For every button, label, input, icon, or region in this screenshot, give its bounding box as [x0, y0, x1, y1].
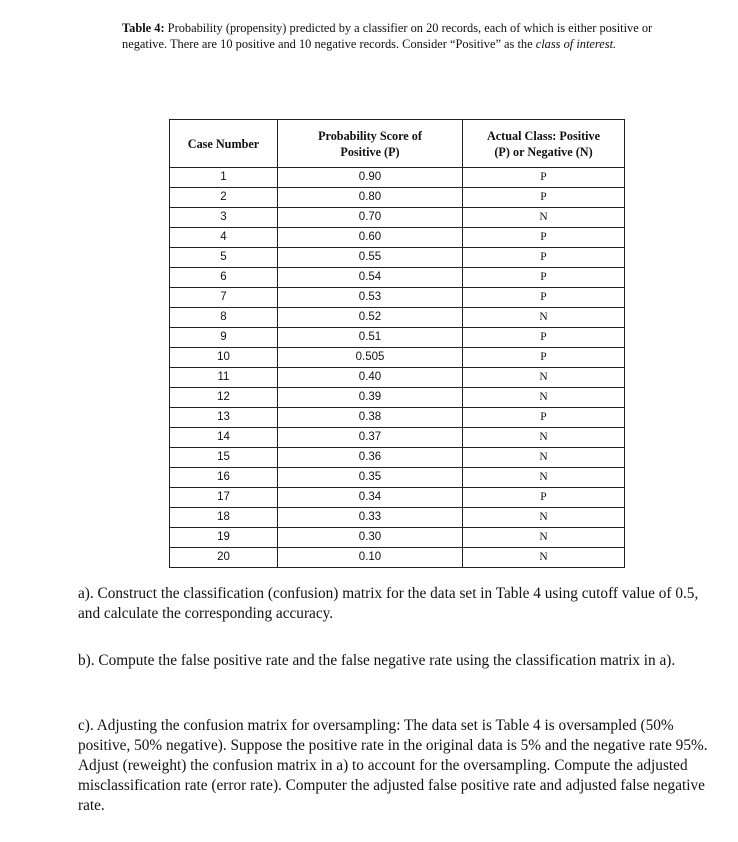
- cell-case-number: 2: [170, 188, 278, 208]
- cell-probability-score: 0.90: [278, 168, 463, 188]
- cell-case-number: 7: [170, 288, 278, 308]
- table-row: [170, 208, 625, 228]
- table-row: [170, 408, 625, 428]
- table-row: [170, 288, 625, 308]
- cell-probability-score: 0.37: [278, 428, 463, 448]
- cell-probability-score: 0.30: [278, 528, 463, 548]
- cell-actual-class: P: [463, 288, 625, 308]
- table-row: [170, 268, 625, 288]
- cell-probability-score: 0.70: [278, 208, 463, 228]
- table-row: [170, 548, 625, 568]
- question-a: a). Construct the classification (confusion) matrix for the data set in Table 4 using cutoff value of 0.5, and calculate the corresponding accuracy.: [78, 585, 699, 622]
- cell-probability-score: 0.505: [278, 348, 463, 368]
- table-caption: [122, 20, 662, 52]
- cell-probability-score: 0.55: [278, 248, 463, 268]
- cell-case-number: 8: [170, 308, 278, 328]
- cell-probability-score: 0.80: [278, 188, 463, 208]
- table-row: [170, 468, 625, 488]
- cell-actual-class: P: [463, 188, 625, 208]
- cell-case-number: 16: [170, 468, 278, 488]
- question-c: c). Adjusting the confusion matrix for oversampling: The data set is Table 4 is oversampled (50% positive, 50% negative). Suppose the positive rate in the original data is 5% and the negative rate 95%. Adjust (reweight) the confusion matrix in a) to account for the oversampling. Compute the adjusted misclassification rate (error rate). Computer the adjusted false positive rate and adjusted false negative rate.: [78, 717, 708, 814]
- header-case-number: Case Number: [170, 120, 278, 168]
- cell-probability-score: 0.40: [278, 368, 463, 388]
- cell-actual-class: P: [463, 328, 625, 348]
- table-row: [170, 448, 625, 468]
- cell-probability-score: 0.51: [278, 328, 463, 348]
- cell-probability-score: 0.54: [278, 268, 463, 288]
- cell-actual-class: P: [463, 168, 625, 188]
- table-row: [170, 308, 625, 328]
- cell-case-number: 6: [170, 268, 278, 288]
- question-b: b). Compute the false positive rate and the false negative rate using the classification matrix in a).: [78, 652, 676, 669]
- caption-label: Table 4:: [122, 21, 165, 35]
- cell-case-number: 5: [170, 248, 278, 268]
- cell-actual-class: P: [463, 488, 625, 508]
- cell-case-number: 18: [170, 508, 278, 528]
- cell-probability-score: 0.60: [278, 228, 463, 248]
- table-row: [170, 228, 625, 248]
- caption-emphasis: class of interest.: [535, 37, 617, 51]
- table-row: [170, 388, 625, 408]
- probability-table: [169, 119, 625, 568]
- cell-actual-class: N: [463, 368, 625, 388]
- table-row: [170, 428, 625, 448]
- cell-actual-class: N: [463, 548, 625, 568]
- cell-probability-score: 0.33: [278, 508, 463, 528]
- cell-case-number: 11: [170, 368, 278, 388]
- cell-actual-class: P: [463, 248, 625, 268]
- cell-probability-score: 0.10: [278, 548, 463, 568]
- cell-case-number: 20: [170, 548, 278, 568]
- cell-actual-class: P: [463, 348, 625, 368]
- table-row: [170, 188, 625, 208]
- cell-actual-class: N: [463, 208, 625, 228]
- header-probability-score: Probability Score of Positive (P): [278, 120, 463, 168]
- cell-case-number: 19: [170, 528, 278, 548]
- cell-actual-class: N: [463, 388, 625, 408]
- table-row: [170, 368, 625, 388]
- cell-probability-score: 0.39: [278, 388, 463, 408]
- cell-probability-score: 0.38: [278, 408, 463, 428]
- cell-case-number: 4: [170, 228, 278, 248]
- cell-actual-class: N: [463, 308, 625, 328]
- cell-case-number: 3: [170, 208, 278, 228]
- cell-actual-class: P: [463, 268, 625, 288]
- table-row: [170, 508, 625, 528]
- cell-actual-class: N: [463, 468, 625, 488]
- cell-case-number: 12: [170, 388, 278, 408]
- cell-probability-score: 0.52: [278, 308, 463, 328]
- table-header-row: [170, 120, 625, 168]
- cell-case-number: 1: [170, 168, 278, 188]
- cell-probability-score: 0.53: [278, 288, 463, 308]
- table-row: [170, 488, 625, 508]
- table-row: [170, 168, 625, 188]
- header-actual-class: Actual Class: Positive (P) or Negative (N): [463, 120, 625, 168]
- cell-probability-score: 0.34: [278, 488, 463, 508]
- table-row: [170, 528, 625, 548]
- cell-probability-score: 0.36: [278, 448, 463, 468]
- cell-actual-class: N: [463, 448, 625, 468]
- cell-case-number: 13: [170, 408, 278, 428]
- cell-actual-class: N: [463, 528, 625, 548]
- cell-case-number: 17: [170, 488, 278, 508]
- cell-actual-class: N: [463, 508, 625, 528]
- cell-case-number: 9: [170, 328, 278, 348]
- cell-case-number: 10: [170, 348, 278, 368]
- table-row: [170, 348, 625, 368]
- caption-text: Probability (propensity) predicted by a classifier on 20 records, each of which is either positive or negative. There are 10 positive and 10 negative records. Consider “Positive” as the: [122, 21, 653, 51]
- table-row: [170, 328, 625, 348]
- cell-actual-class: P: [463, 228, 625, 248]
- cell-case-number: 14: [170, 428, 278, 448]
- table-body: [170, 168, 625, 568]
- table-row: [170, 248, 625, 268]
- cell-actual-class: N: [463, 428, 625, 448]
- cell-probability-score: 0.35: [278, 468, 463, 488]
- cell-actual-class: P: [463, 408, 625, 428]
- cell-case-number: 15: [170, 448, 278, 468]
